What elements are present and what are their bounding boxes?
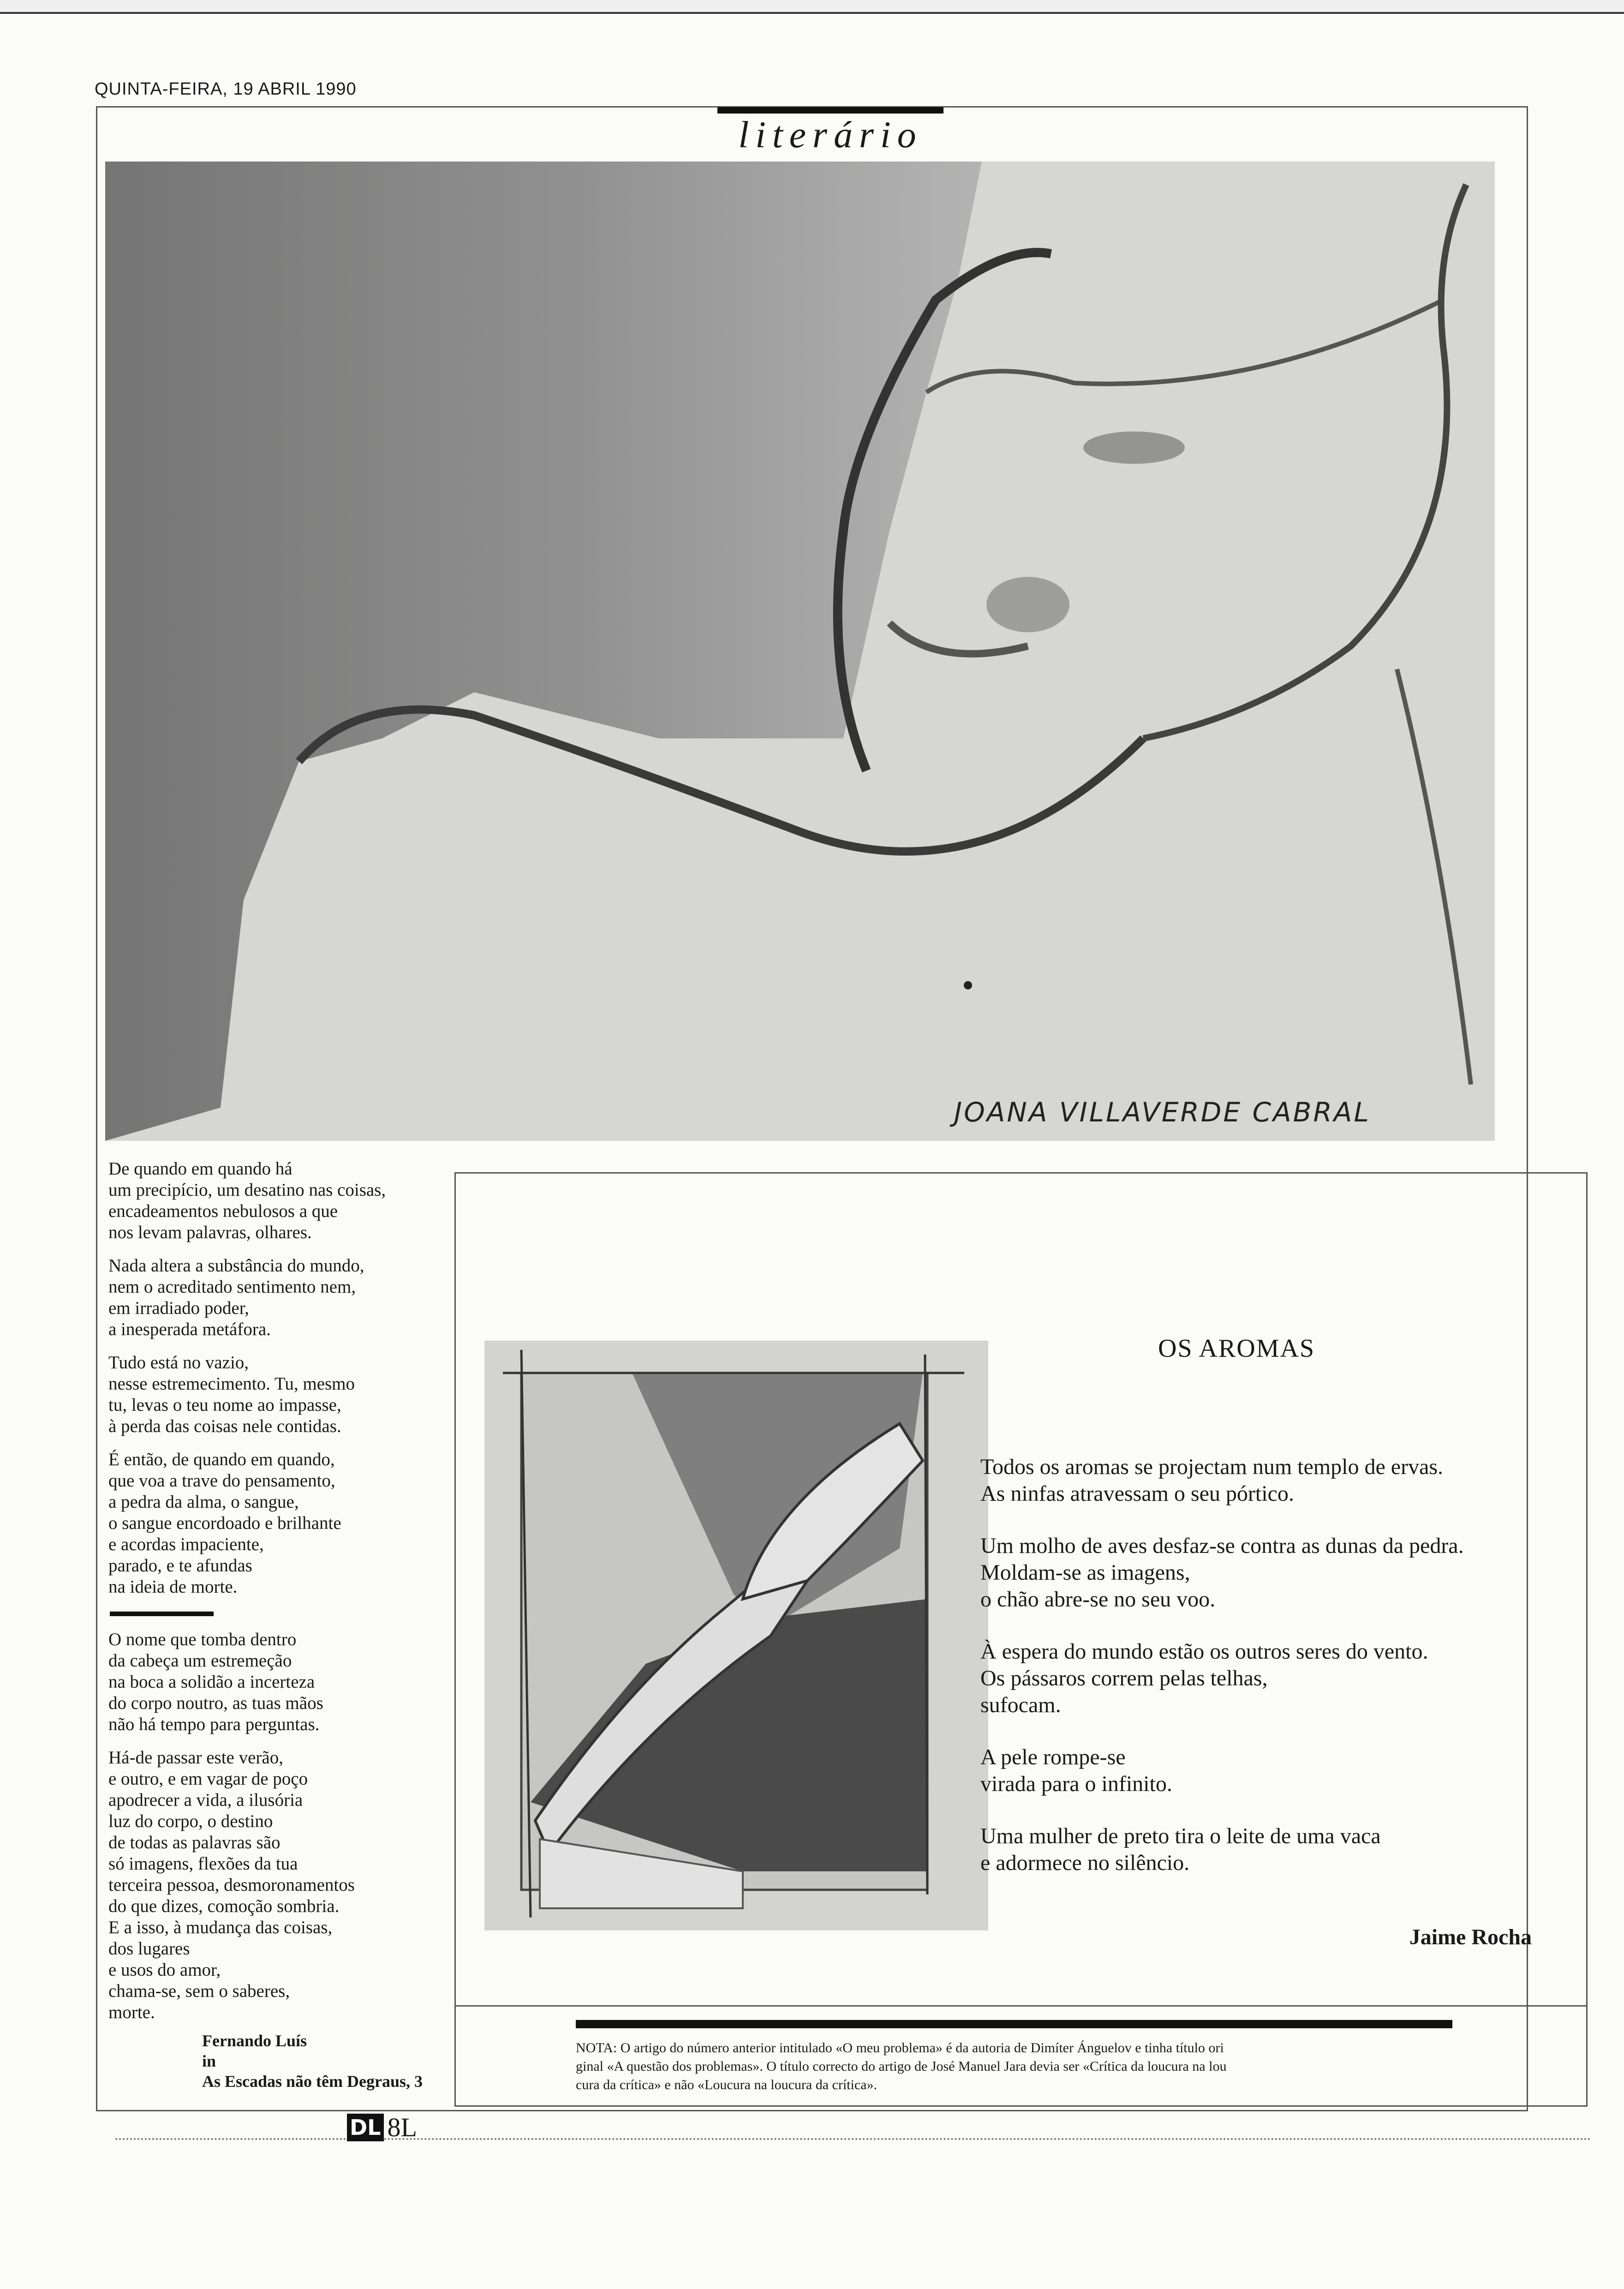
dateline: QUINTA-FEIRA, 19 ABRIL 1990	[95, 79, 357, 99]
poem-left-part-a	[108, 1158, 454, 1610]
poem-line: encadeamentos nebulosos a que	[108, 1201, 338, 1221]
poem-line: luz do corpo, o destino	[108, 1811, 273, 1831]
poem-line: o sangue encordoado e brilhante	[108, 1513, 341, 1533]
poem-line: nos levam palavras, olhares.	[108, 1222, 312, 1242]
poem-line: De quando em quando há	[108, 1159, 293, 1179]
stanza	[980, 1533, 1534, 1613]
poem-right-author: Jaime Rocha	[1409, 1925, 1532, 1949]
artwork-hand-drawing	[484, 1341, 988, 1930]
nota-rule	[576, 2020, 1452, 2028]
stanza	[108, 1255, 454, 1340]
poem-line: e outro, e em vagar de poço	[108, 1769, 308, 1789]
poem-line: parado, e te afundas	[108, 1556, 252, 1576]
stanza	[980, 1454, 1534, 1507]
stanza	[108, 1449, 454, 1598]
poem-line: o chão abre-se no seu voo.	[980, 1587, 1216, 1612]
poem-line: um precipício, um desatino nas coisas,	[108, 1180, 386, 1200]
artwork-signature: JOANA VILLAVERDE CABRAL	[954, 1097, 1371, 1128]
poem-divider-rule	[110, 1612, 214, 1616]
page-number	[347, 2114, 417, 2141]
poem-line: Nada altera a substância do mundo,	[108, 1256, 364, 1276]
poem-line: só imagens, flexões da tua	[108, 1854, 298, 1874]
poem-line: da cabeça um estremeção	[108, 1651, 292, 1671]
artwork-portrait-drawing	[105, 162, 1495, 1141]
nota-line: NOTA: O artigo do número anterior intitulado «O meu problema» é da autoria de Dimíter Ánguelov e tinha título ori	[576, 2040, 1224, 2055]
poem-line: e adormece no silêncio.	[980, 1851, 1190, 1875]
page-number-text: 8L	[387, 2112, 417, 2142]
stanza	[108, 1158, 454, 1243]
stanza	[980, 1823, 1534, 1876]
poem-line: a inesperada metáfora.	[108, 1319, 271, 1339]
poem-line: Tudo está no vazio,	[108, 1353, 249, 1372]
poem-line: À espera do mundo estão os outros seres do vento.	[980, 1639, 1428, 1664]
poem-line: nesse estremecimento. Tu, mesmo	[108, 1374, 355, 1394]
nota-line: ginal «A questão dos problemas». O título correcto do artigo de José Manuel Jara devia ser «Crítica da loucura na lou	[576, 2059, 1227, 2074]
section-title: literário	[738, 114, 923, 156]
poem-line: Uma mulher de preto tira o leite de uma vaca	[980, 1824, 1381, 1848]
poem-line: sufocam.	[980, 1693, 1061, 1717]
dl-logo: DL	[347, 2114, 384, 2141]
stanza	[980, 1744, 1534, 1798]
poem-line: Os pássaros correm pelas telhas,	[980, 1666, 1268, 1690]
poem-line: dos lugares	[108, 1939, 190, 1959]
poem-line: na ideia de morte.	[108, 1577, 238, 1597]
page-top-edge	[0, 0, 1624, 14]
credit-author: Fernando Luís	[202, 2031, 307, 2050]
poem-line: e acordas impaciente,	[108, 1534, 264, 1554]
poem-line: nem o acreditado sentimento nem,	[108, 1277, 356, 1297]
footer-dotted-rule	[115, 2138, 1592, 2142]
poem-line: apodrecer a vida, a ilusória	[108, 1790, 303, 1810]
poem-line: chama-se, sem o saberes,	[108, 1981, 290, 2001]
poem-box-divider	[456, 2005, 1586, 2007]
stanza	[108, 1747, 454, 2023]
poem-right-body	[980, 1454, 1534, 1902]
stanza	[980, 1638, 1534, 1719]
poem-line: do corpo noutro, as tuas mãos	[108, 1693, 323, 1713]
poem-line: Moldam-se as imagens,	[980, 1560, 1190, 1585]
poem-line: Há-de passar este verão,	[108, 1748, 283, 1768]
poem-line: que voa a trave do pensamento,	[108, 1471, 335, 1491]
poem-line: É então, de quando em quando,	[108, 1450, 335, 1469]
nota-line: cura da crítica» e não «Loucura na loucura da crítica».	[576, 2077, 877, 2092]
poem-line: E a isso, à mudança das coisas,	[108, 1917, 333, 1937]
stanza	[108, 1352, 454, 1437]
credit-in: in	[202, 2052, 216, 2070]
poem-line: na boca a solidão a incerteza	[108, 1672, 315, 1692]
poem-line: a pedra da alma, o sangue,	[108, 1492, 299, 1512]
section-rule	[717, 107, 943, 114]
poem-line: à perda das coisas nele contidas.	[108, 1416, 341, 1436]
poem-line: e usos do amor,	[108, 1960, 221, 1980]
poem-line: Todos os aromas se projectam num templo de ervas.	[980, 1455, 1444, 1479]
credit-book: As Escadas não têm Degraus, 3	[202, 2072, 423, 2091]
poem-line: As ninfas atravessam o seu pórtico.	[980, 1481, 1294, 1506]
poem-line: do que dizes, comoção sombria.	[108, 1896, 340, 1916]
poem-line: terceira pessoa, desmoronamentos	[108, 1875, 355, 1895]
poem-line: não há tempo para perguntas.	[108, 1714, 320, 1734]
poem-line: A pele rompe-se	[980, 1745, 1126, 1769]
poem-left-credit	[202, 2031, 423, 2091]
poem-right-title: OS AROMAS	[1158, 1334, 1315, 1363]
poem-line: morte.	[108, 2002, 155, 2022]
poem-line: de todas as palavras são	[108, 1833, 281, 1852]
poem-left-part-b	[108, 1629, 454, 2035]
poem-line: em irradiado poder,	[108, 1298, 249, 1318]
poem-line: virada para o infinito.	[980, 1772, 1172, 1796]
stanza	[108, 1629, 454, 1735]
poem-line: tu, levas o teu nome ao impasse,	[108, 1395, 341, 1415]
poem-line: O nome que tomba dentro	[108, 1630, 297, 1649]
nota-text	[576, 2039, 1480, 2094]
poem-line: Um molho de aves desfaz-se contra as dunas da pedra.	[980, 1534, 1464, 1558]
